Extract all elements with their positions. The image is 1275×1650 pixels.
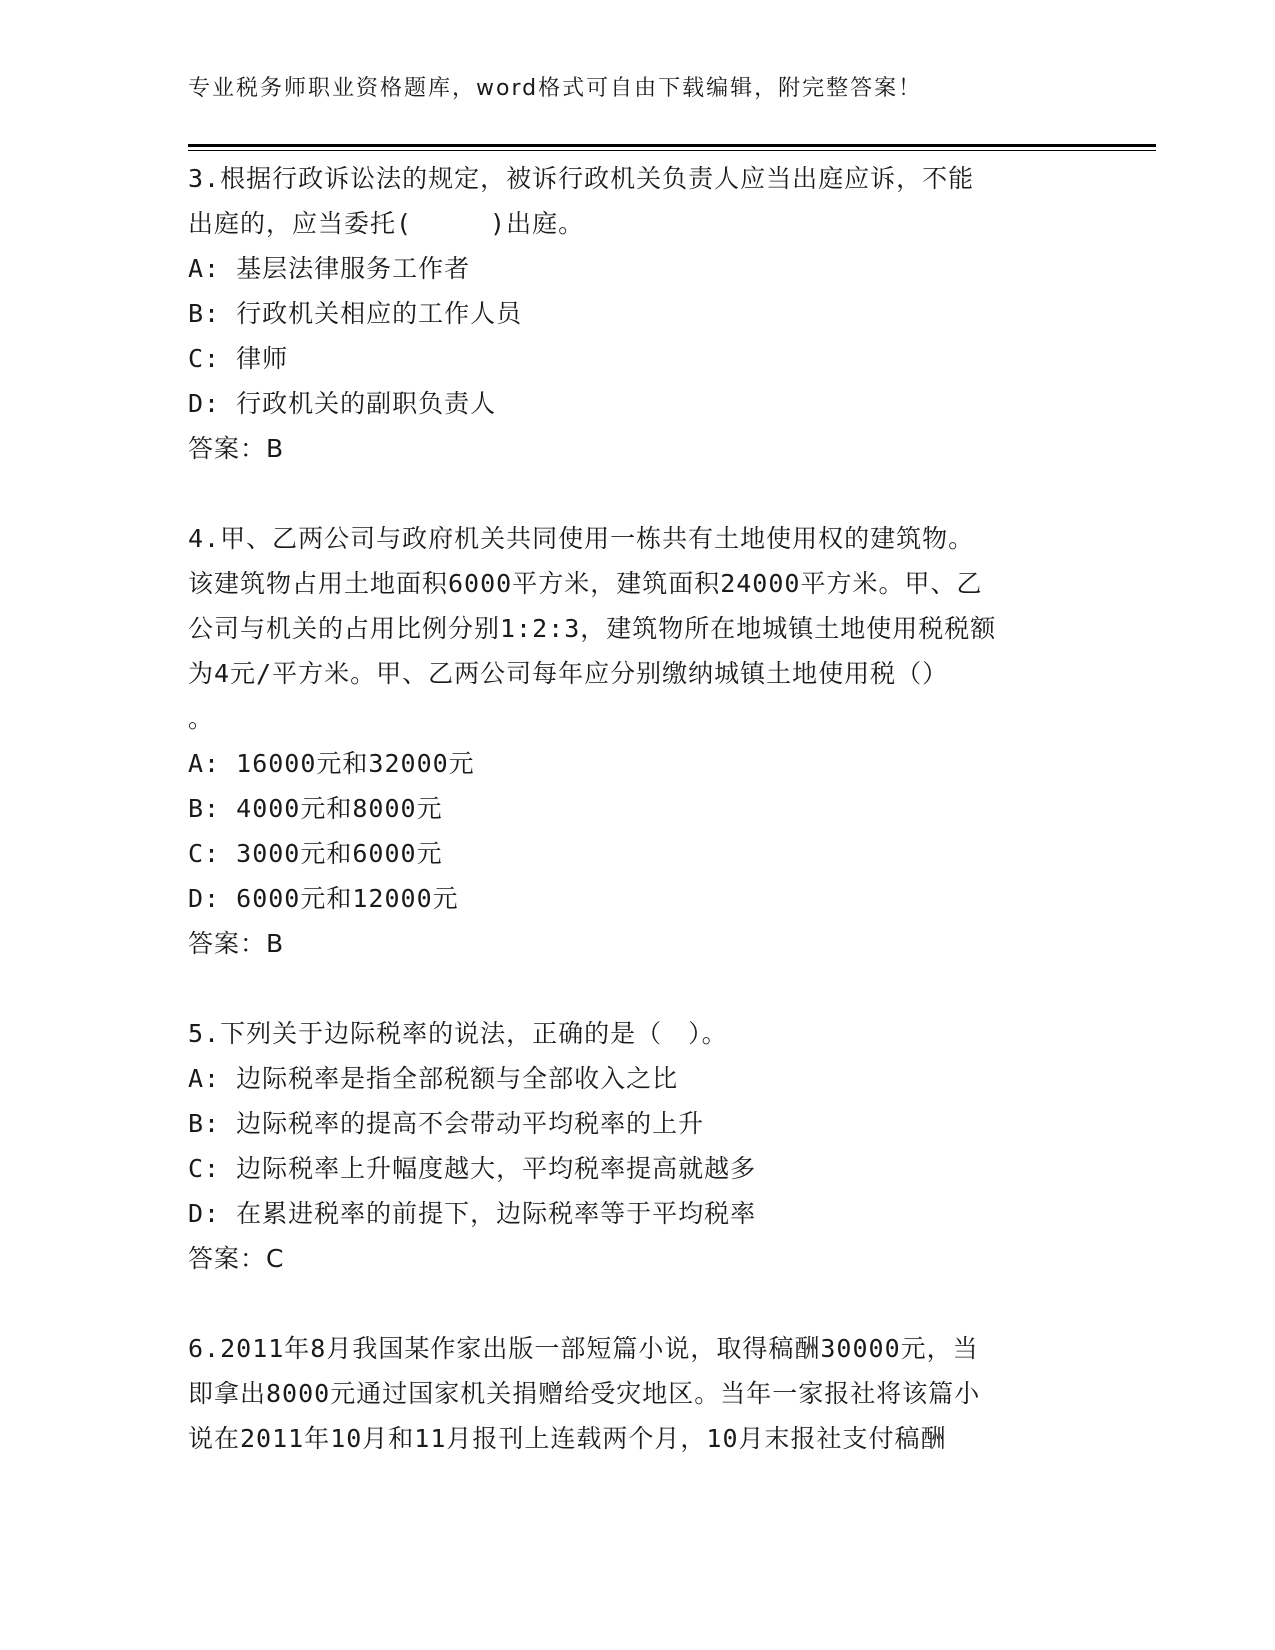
question-stem-line: 6.2011年8月我国某作家出版一部短篇小说，取得稿酬30000元，当 [188,1334,979,1363]
question-stem-line: 4.甲、乙两公司与政府机关共同使用一栋共有土地使用权的建筑物。 [188,524,975,553]
option-c: C: 边际税率上升幅度越大，平均税率提高就越多 [188,1154,757,1183]
option-a: A: 基层法律服务工作者 [188,254,471,283]
question-4 [188,516,1088,966]
option-d: D: 行政机关的副职负责人 [188,389,497,418]
question-6 [188,1326,1088,1461]
question-stem-line: 即拿出8000元通过国家机关捐赠给受灾地区。当年一家报社将该篇小 [188,1379,981,1408]
question-3 [188,156,1088,471]
option-b: B: 行政机关相应的工作人员 [188,299,523,328]
answer-line: 答案：B [188,434,285,463]
header-rule-thick [188,144,1156,147]
question-stem-line: 该建筑物占用土地面积6000平方米，建筑面积24000平方米。甲、乙 [188,569,983,598]
question-stem-line: 。 [188,704,215,733]
option-a: A: 16000元和32000元 [188,749,475,778]
question-5 [188,1011,1088,1281]
question-stem-line: 出庭的，应当委托( )出庭。 [188,209,585,238]
option-d: D: 在累进税率的前提下，边际税率等于平均税率 [188,1199,757,1228]
question-stem-line: 5.下列关于边际税率的说法，正确的是（ ）。 [188,1019,728,1048]
header-rule-thin [188,150,1156,151]
option-c: C: 律师 [188,344,289,373]
page-header: 专业税务师职业资格题库，word格式可自由下载编辑，附完整答案！ [188,76,923,101]
option-c: C: 3000元和6000元 [188,839,443,868]
question-stem-line: 3.根据行政诉讼法的规定，被诉行政机关负责人应当出庭应诉，不能 [188,164,975,193]
option-b: B: 4000元和8000元 [188,794,443,823]
option-a: A: 边际税率是指全部税额与全部收入之比 [188,1064,679,1093]
question-stem-line: 公司与机关的占用比例分别1:2:3，建筑物所在地城镇土地使用税税额 [188,614,997,643]
answer-line: 答案：C [188,1244,285,1273]
answer-line: 答案：B [188,929,285,958]
question-stem-line: 说在2011年10月和11月报刊上连载两个月，10月末报社支付稿酬 [188,1424,947,1453]
option-d: D: 6000元和12000元 [188,884,459,913]
question-stem-line: 为4元/平方米。甲、乙两公司每年应分别缴纳城镇土地使用税（） [188,659,949,688]
option-b: B: 边际税率的提高不会带动平均税率的上升 [188,1109,705,1138]
question-list [188,156,1088,1461]
